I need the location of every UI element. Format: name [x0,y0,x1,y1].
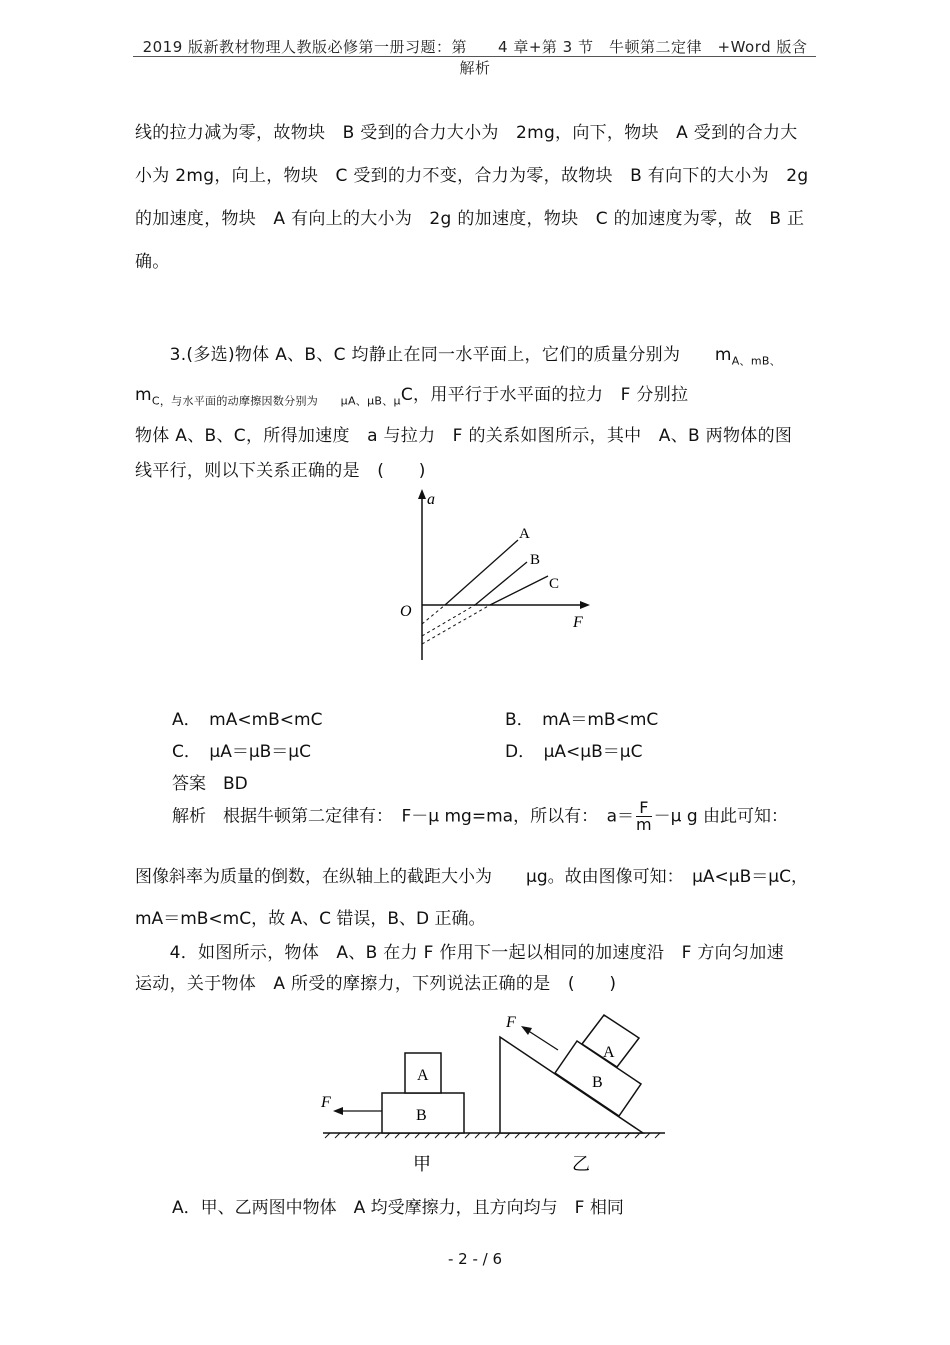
fraction-f-over-m: $\frac{F}{m}$ [636,798,652,834]
q3-line-4: 线平行，则以下关系正确的是 ( ) [135,460,426,481]
question-4 [135,938,815,1000]
block-figure [303,1005,685,1183]
text-line: 小为 2mg，向上，物块 C 受到的力不变，合力为零，故物块 B 有向下的大小为 2g [135,166,809,186]
analysis-line-2: 图像斜率为质量的倒数，在纵轴上的截距大小为 μg。故由图像可知： μA<μB＝μC， [135,867,808,887]
q4-line-1: 4．如图所示，物体 A、B 在力 F 作用下一起以相同的加速度沿 F 方向匀加速 [135,943,784,963]
q4-option-a: A．甲、乙两图中物体 A 均受摩擦力，且方向均与 F 相同 [172,1198,624,1218]
x-axis-label: F [573,614,583,631]
q3-line-1: 3.(多选)物体 A、B、C 均静止在同一水平面上，它们的质量分别为 $m_{A、mB、}$ [135,345,782,368]
line-b-label: B [530,552,541,568]
caption-yi: 乙 [572,1154,590,1175]
page-number: - 2 - / 6 [447,1250,503,1268]
text-line: 确。 [135,252,170,272]
option-a: A． mA<mB<mC [172,710,323,730]
force-label-left: F [321,1094,331,1111]
q3-line-2: $m_{C,与水平面的动摩擦因数分别为 \mu A、\mu B、\mu}C$，用平行于水平面的拉力 F 分别拉 [135,385,689,408]
q3-mu-b: B、μ [374,394,401,408]
q4-line-2: 运动，关于物体 A 所受的摩擦力，下列说法正确的是 ( ) [135,974,617,994]
force-label-right: F [506,1014,516,1031]
line-a-label: A [519,526,530,542]
q3-line-3: 物体 A、B、C，所得加速度 a 与拉力 F 的关系如图所示，其中 A、B 两物体的图 [135,425,793,446]
q3-mu-a: A、μ [347,394,375,408]
text-line: 的加速度，物块 A 有向上的大小为 2g 的加速度，物块 C 的加速度为零，故 B 正 [135,209,805,229]
a-f-graph [400,484,615,694]
option-b: B． mA＝mB<mC [505,710,659,730]
line-c-label: C [549,576,560,592]
text-line: 线的拉力减为零，故物块 B 受到的合力大小为 2mg，向下，物块 A 受到的合力大 [135,123,798,143]
option-c: C． μA＝μB＝μC [172,742,311,762]
paragraph-continuation [135,112,815,284]
option-d: D． μA<μB＝μC [505,742,643,762]
q3-line-2-tail: C，用平行于水平面的拉力 F 分别拉 [400,385,689,406]
header-rule [133,56,816,57]
page-header: 2019 版新教材物理人教版必修第一册习题：第 4 章+第 3 节 牛顿第二定律 +Word 版含解析 [142,38,808,77]
block-a-left-label: A [417,1067,429,1084]
analysis-line-1: 解析 根据牛顿第二定律有： F－μ mg=ma，所以有： a＝ $\frac{F}{m}$ －μ g 由此可知： [172,798,789,834]
origin-label: O [400,603,412,620]
answer: 答案 BD [172,774,248,794]
caption-jia: 甲 [413,1154,431,1175]
y-axis-label: a [427,491,435,508]
block-b-right-label: B [592,1074,603,1091]
analysis-line-3: mA＝mB<mC，故 A、C 错误，B、D 正确。 [135,909,486,929]
question-3 [135,338,815,489]
block-b-left-label: B [416,1107,427,1124]
block-a-right-label: A [603,1044,615,1061]
